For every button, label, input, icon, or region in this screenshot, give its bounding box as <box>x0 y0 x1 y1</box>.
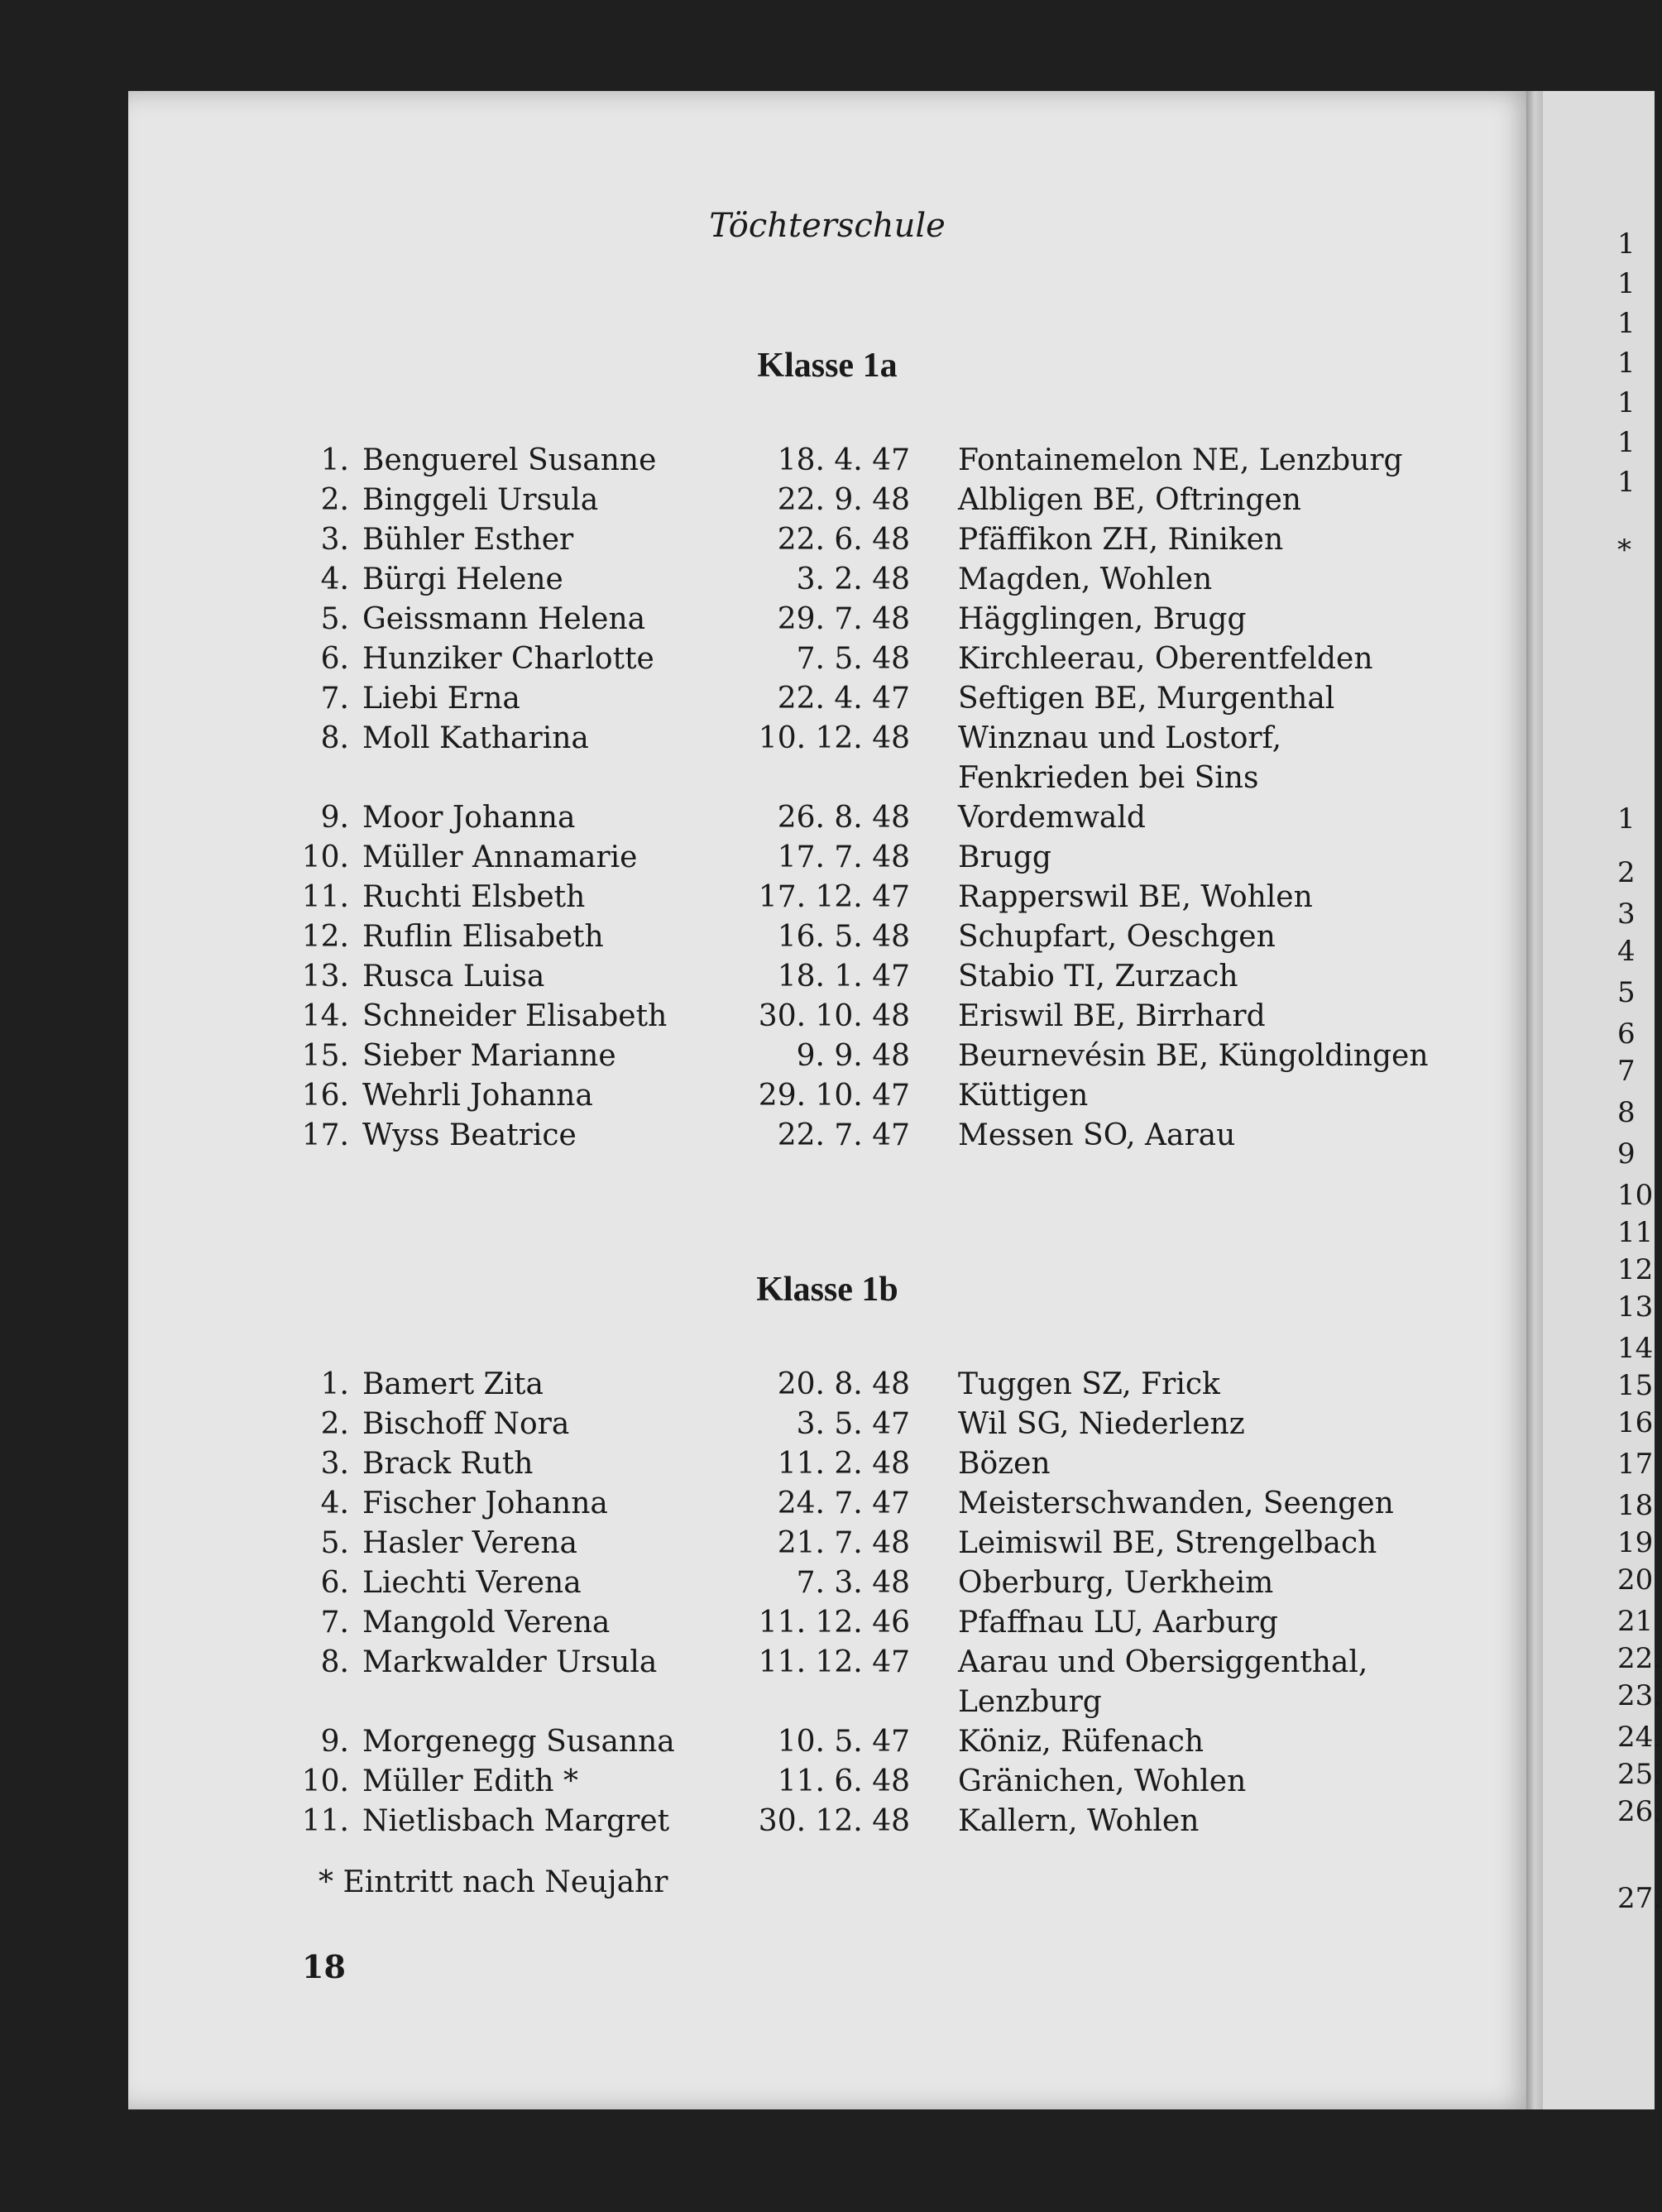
birth-date: 11. 2. 48 <box>777 1447 910 1481</box>
place-of-origin <box>958 1603 1278 1643</box>
student-number: 15. <box>301 1039 349 1073</box>
birth-date: 29. 7. 48 <box>777 602 910 636</box>
right-page-fragment: 1 <box>1617 347 1636 380</box>
student-row <box>0 560 1655 600</box>
student-number: 11. <box>301 880 349 914</box>
place-line: Wil SG, Niederlenz <box>958 1407 1245 1441</box>
student-name: Liebi Erna <box>362 682 520 716</box>
right-page-fragment: 25. <box>1617 1758 1662 1791</box>
student-row <box>0 1524 1655 1563</box>
right-page-fragment: 17 <box>1617 1448 1654 1481</box>
right-page-fragment: 8 <box>1617 1096 1636 1129</box>
student-row <box>0 1563 1655 1603</box>
student-name: Ruchti Elsbeth <box>362 880 586 914</box>
student-row <box>0 878 1655 917</box>
place-line: Oberburg, Uerkheim <box>958 1566 1274 1600</box>
student-row <box>0 1365 1655 1405</box>
student-row <box>0 917 1655 957</box>
right-page-fragment: 26. <box>1617 1795 1662 1828</box>
place-line: Küttigen <box>958 1079 1089 1113</box>
place-line: Rapperswil BE, Wohlen <box>958 880 1313 914</box>
birth-date: 22. 9. 48 <box>777 483 910 517</box>
place-of-origin <box>958 1076 1088 1116</box>
student-name: Schneider Elisabeth <box>362 999 668 1033</box>
place-of-origin <box>958 917 1276 957</box>
student-name: Rusca Luisa <box>362 960 545 993</box>
place-line: Bözen <box>958 1447 1051 1481</box>
student-row <box>0 1762 1655 1802</box>
student-name: Bürgi Helene <box>362 563 563 596</box>
place-line: Brugg <box>958 840 1051 874</box>
student-number: 10. <box>301 1764 349 1798</box>
student-number: 8. <box>320 1645 349 1679</box>
place-of-origin <box>958 878 1313 917</box>
right-page-fragment: 16 <box>1617 1406 1654 1439</box>
student-name: Bühler Esther <box>362 523 574 557</box>
place-of-origin <box>958 1484 1394 1524</box>
right-page-fragment: 1 <box>1617 386 1636 419</box>
student-row <box>0 1037 1655 1076</box>
place-line: Meisterschwanden, Seengen <box>958 1487 1394 1520</box>
right-page-fragment: 1 <box>1617 267 1636 300</box>
place-line: Eriswil BE, Birrhard <box>958 999 1266 1033</box>
student-name: Geissmann Helena <box>362 602 646 636</box>
student-name: Hunziker Charlotte <box>362 642 654 676</box>
student-row <box>0 481 1655 520</box>
place-of-origin <box>958 481 1301 520</box>
student-row <box>0 639 1655 679</box>
place-line: Albligen BE, Oftringen <box>958 483 1301 517</box>
birth-date: 22. 4. 47 <box>777 682 910 716</box>
student-number: 5. <box>320 602 349 636</box>
right-page-fragment: 4 <box>1617 935 1636 968</box>
student-number: 7. <box>320 682 349 716</box>
birth-date: 18. 4. 47 <box>777 443 910 477</box>
student-number: 4. <box>320 1487 349 1520</box>
student-number: 16. <box>301 1079 349 1113</box>
right-page-fragment: 6 <box>1617 1017 1636 1051</box>
page-header-title: Töchterschule <box>709 207 946 245</box>
birth-date: 7. 5. 48 <box>796 642 910 676</box>
birth-date: 17. 12. 47 <box>758 880 910 914</box>
place-of-origin <box>958 1524 1377 1563</box>
place-of-origin <box>958 1762 1246 1802</box>
student-row <box>0 1722 1655 1762</box>
student-row <box>0 1643 1655 1722</box>
student-number: 8. <box>320 721 349 755</box>
student-number: 7. <box>320 1606 349 1640</box>
right-page-fragment: 24. <box>1617 1721 1662 1754</box>
place-line: Köniz, Rüfenach <box>958 1725 1205 1759</box>
student-number: 11. <box>301 1804 349 1838</box>
student-row <box>0 1802 1655 1841</box>
birth-date: 10. 12. 48 <box>758 721 910 755</box>
student-number: 1. <box>320 443 349 477</box>
place-of-origin <box>958 798 1146 838</box>
right-page-fragment: 5 <box>1617 976 1636 1009</box>
right-page-fragment: * <box>1617 534 1631 567</box>
place-of-origin <box>958 1802 1199 1841</box>
place-line: Fenkrieden bei Sins <box>958 761 1259 795</box>
birth-date: 21. 7. 48 <box>777 1526 910 1560</box>
right-page-fragment: 1 <box>1617 466 1636 499</box>
student-name: Benguerel Susanne <box>362 443 657 477</box>
right-page-fragment: 1 <box>1617 307 1636 340</box>
place-of-origin <box>958 1365 1220 1405</box>
right-page-fragment: 20 <box>1617 1563 1654 1597</box>
student-number: 17. <box>301 1118 349 1152</box>
student-number: 5. <box>320 1526 349 1560</box>
student-number: 4. <box>320 563 349 596</box>
right-page-fragment: 23. <box>1617 1679 1662 1712</box>
place-line: Schupfart, Oeschgen <box>958 920 1276 954</box>
student-name: Nietlisbach Margret <box>362 1804 670 1838</box>
place-line: Aarau und Obersiggenthal, <box>958 1645 1368 1679</box>
place-of-origin <box>958 838 1051 878</box>
right-page-fragment: 1 <box>1617 426 1636 459</box>
student-number: 12. <box>301 920 349 954</box>
birth-date: 30. 10. 48 <box>758 999 910 1033</box>
student-number: 3. <box>320 523 349 557</box>
place-line: Lenzburg <box>958 1685 1102 1719</box>
student-name: Moor Johanna <box>362 801 576 835</box>
student-name: Markwalder Ursula <box>362 1645 658 1679</box>
place-of-origin <box>958 1116 1235 1156</box>
student-name: Morgenegg Susanna <box>362 1725 675 1759</box>
birth-date: 26. 8. 48 <box>777 801 910 835</box>
student-name: Wehrli Johanna <box>362 1079 593 1113</box>
student-row <box>0 957 1655 997</box>
birth-date: 29. 10. 47 <box>758 1079 910 1113</box>
student-row <box>0 1444 1655 1484</box>
birth-date: 17. 7. 48 <box>777 840 910 874</box>
birth-date: 9. 9. 48 <box>796 1039 910 1073</box>
place-of-origin <box>958 600 1247 639</box>
place-of-origin <box>958 1643 1367 1722</box>
student-row <box>0 679 1655 719</box>
student-number: 2. <box>320 483 349 517</box>
place-of-origin <box>958 997 1266 1037</box>
right-page-fragment: 18 <box>1617 1489 1654 1522</box>
student-row <box>0 1405 1655 1444</box>
right-page-fragment: 12 <box>1617 1253 1654 1286</box>
student-row <box>0 997 1655 1037</box>
student-number: 14. <box>301 999 349 1033</box>
right-page-fragment: 3 <box>1617 898 1636 931</box>
place-of-origin <box>958 639 1373 679</box>
place-line: Pfäffikon ZH, Riniken <box>958 523 1284 557</box>
place-line: Seftigen BE, Murgenthal <box>958 682 1335 716</box>
place-of-origin <box>958 1722 1204 1762</box>
place-line: Winznau und Lostorf, <box>958 721 1282 755</box>
student-row <box>0 1076 1655 1116</box>
right-page-fragment: 27. <box>1617 1882 1662 1915</box>
student-name: Fischer Johanna <box>362 1487 608 1520</box>
right-page-fragment: 7 <box>1617 1055 1636 1088</box>
student-number: 9. <box>320 1725 349 1759</box>
birth-date: 24. 7. 47 <box>777 1487 910 1520</box>
place-of-origin <box>958 1563 1273 1603</box>
right-page-fragment: 2 <box>1617 856 1636 889</box>
student-row <box>0 1603 1655 1643</box>
place-line: Kallern, Wohlen <box>958 1804 1200 1838</box>
student-name: Wyss Beatrice <box>362 1118 577 1152</box>
birth-date: 3. 5. 47 <box>796 1407 910 1441</box>
student-name: Liechti Verena <box>362 1566 582 1600</box>
birth-date: 30. 12. 48 <box>758 1804 910 1838</box>
class-1b-list <box>0 1365 1655 1841</box>
student-name: Sieber Marianne <box>362 1039 616 1073</box>
student-name: Binggeli Ursula <box>362 483 599 517</box>
birth-date: 22. 6. 48 <box>777 523 910 557</box>
right-page-fragment: 10 <box>1617 1179 1654 1212</box>
place-line: Hägglingen, Brugg <box>958 602 1247 636</box>
student-name: Müller Edith * <box>362 1764 578 1798</box>
page-number: 18 <box>302 1948 346 1985</box>
student-row <box>0 600 1655 639</box>
birth-date: 11. 6. 48 <box>777 1764 910 1798</box>
student-number: 13. <box>301 960 349 993</box>
place-of-origin <box>958 520 1283 560</box>
student-row <box>0 520 1655 560</box>
place-of-origin <box>958 1037 1429 1076</box>
birth-date: 11. 12. 47 <box>758 1645 910 1679</box>
student-name: Bamert Zita <box>362 1367 544 1401</box>
place-of-origin <box>958 1444 1051 1484</box>
student-row <box>0 798 1655 838</box>
place-line: Beurnevésin BE, Küngoldingen <box>958 1039 1429 1073</box>
right-page-fragment: 1 <box>1617 227 1636 261</box>
place-of-origin <box>958 560 1212 600</box>
right-page-fragment: 19 <box>1617 1526 1654 1559</box>
place-line: Messen SO, Aarau <box>958 1118 1236 1152</box>
place-line: Gränichen, Wohlen <box>958 1764 1247 1798</box>
student-row <box>0 441 1655 481</box>
student-name: Brack Ruth <box>362 1447 534 1481</box>
place-of-origin <box>958 719 1281 798</box>
right-page-fragment: 11 <box>1617 1216 1654 1249</box>
right-page-fragment: 15 <box>1617 1369 1654 1402</box>
place-line: Pfaffnau LU, Aarburg <box>958 1606 1278 1640</box>
student-number: 9. <box>320 801 349 835</box>
class-1a-list <box>0 441 1655 1156</box>
right-page-fragment: 1 <box>1617 802 1636 835</box>
birth-date: 10. 5. 47 <box>777 1725 910 1759</box>
student-name: Müller Annamarie <box>362 840 638 874</box>
footnote: * Eintritt nach Neujahr <box>319 1865 668 1899</box>
place-line: Vordemwald <box>958 801 1146 835</box>
student-name: Ruflin Elisabeth <box>362 920 604 954</box>
birth-date: 11. 12. 46 <box>758 1606 910 1640</box>
student-name: Moll Katharina <box>362 721 589 755</box>
student-number: 2. <box>320 1407 349 1441</box>
student-row <box>0 1116 1655 1156</box>
place-line: Fontainemelon NE, Lenzburg <box>958 443 1403 477</box>
student-number: 1. <box>320 1367 349 1401</box>
student-name: Mangold Verena <box>362 1606 611 1640</box>
student-row <box>0 838 1655 878</box>
right-page-fragment: 14 <box>1617 1332 1654 1365</box>
place-line: Stabio TI, Zurzach <box>958 960 1238 993</box>
student-name: Hasler Verena <box>362 1526 577 1560</box>
birth-date: 3. 2. 48 <box>796 563 910 596</box>
place-of-origin <box>958 1405 1245 1444</box>
class-1a-title: Klasse 1a <box>757 347 898 385</box>
student-number: 10. <box>301 840 349 874</box>
birth-date: 18. 1. 47 <box>777 960 910 993</box>
student-number: 6. <box>320 1566 349 1600</box>
class-1b-title: Klasse 1b <box>756 1271 898 1309</box>
place-line: Leimiswil BE, Strengelbach <box>958 1526 1377 1560</box>
place-of-origin <box>958 441 1403 481</box>
birth-date: 7. 3. 48 <box>796 1566 910 1600</box>
student-number: 3. <box>320 1447 349 1481</box>
right-page-fragment: 9 <box>1617 1137 1636 1171</box>
right-page-fragment: 22. <box>1617 1642 1662 1675</box>
birth-date: 22. 7. 47 <box>777 1118 910 1152</box>
right-page-fragment: 21 <box>1617 1605 1654 1638</box>
student-name: Bischoff Nora <box>362 1407 570 1441</box>
place-of-origin <box>958 957 1238 997</box>
birth-date: 20. 8. 48 <box>777 1367 910 1401</box>
student-row <box>0 719 1655 798</box>
birth-date: 16. 5. 48 <box>777 920 910 954</box>
student-number: 6. <box>320 642 349 676</box>
place-line: Magden, Wohlen <box>958 563 1213 596</box>
student-row <box>0 1484 1655 1524</box>
place-line: Kirchleerau, Oberentfelden <box>958 642 1373 676</box>
place-of-origin <box>958 679 1334 719</box>
right-page-fragment: 13 <box>1617 1290 1654 1324</box>
place-line: Tuggen SZ, Frick <box>958 1367 1220 1401</box>
